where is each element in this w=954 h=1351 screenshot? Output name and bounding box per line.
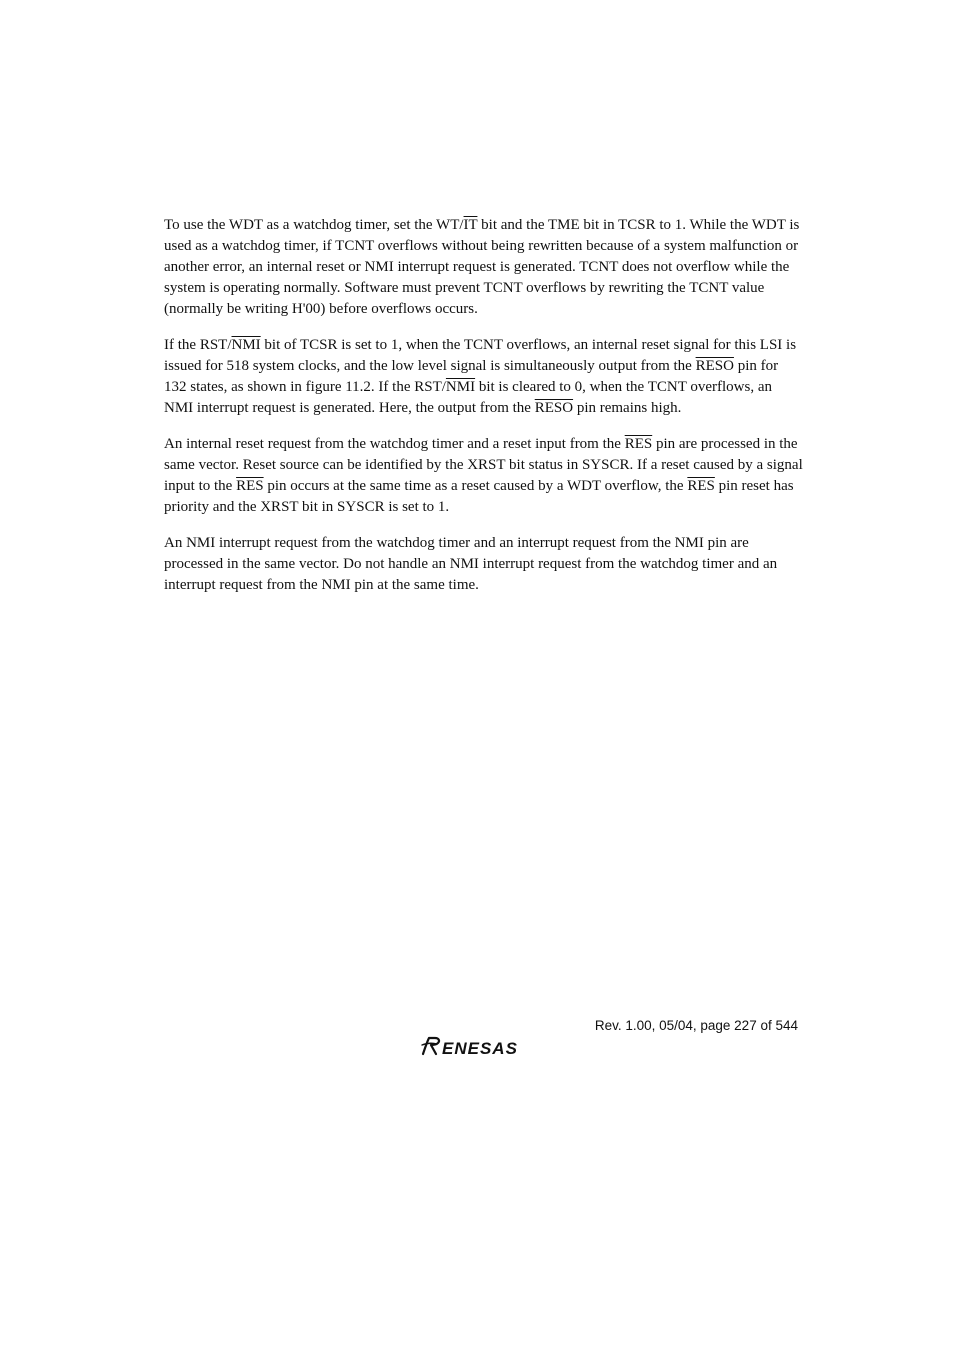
overlined-signal: $\overline{NMI}$ [445,379,476,395]
overlined-signal: $\overline{RES}$ [236,478,264,494]
text-segment: If the RST/ [164,337,232,353]
paragraph [164,533,804,596]
text-segment: bit of TCSR is set to 1, when the TCNT overflows, an internal reset signal for this LSI is issued for 518 system clocks, and the low level signal is simultaneously output from the [164,337,797,374]
text-segment: pin remains high. [573,400,682,416]
text-segment: An internal reset request from the watchdog timer and a reset input from the [164,436,625,452]
paragraph [164,335,804,419]
page-footer-revision: Rev. 1.00, 05/04, page 227 of 544 [594,1018,798,1033]
text-segment: An NMI interrupt request from the watchdog timer and an interrupt request from the NMI pin are processed in the same vector. Do not handle an NMI interrupt request from the watchdog timer and an interrupt request from the NMI pin at the same time. [164,535,778,593]
paragraph [164,434,804,518]
text-segment: pin for 132 states, as shown in figure 11.2. If the RST/ [164,358,779,395]
text-segment: pin are processed in the same vector. Reset source can be identified by the XRST bit status in SYSCR. If a reset caused by a signal input to the [164,436,803,494]
text-segment: bit and the TME bit in TCSR to 1. While the WDT is used as a watchdog timer, if TCNT overflows without being rewritten because of a system malfunction or another error, an internal reset or NMI interrupt request is generated. TCNT does not overflow while the system is operating normally. Software must prevent TCNT overflows by rewriting the TCNT value (normally be writing H'00) before overflows occurs. [164,217,800,317]
overlined-signal: RESO [534,400,574,416]
overlined-signal: RESO [695,358,734,374]
overlined-signal: $\overline{RES}$ [687,478,715,494]
overlined-signal: $\overline{RES}$ [624,436,653,452]
body-text [164,215,804,611]
text-segment: bit is cleared to 0, when the TCNT overflows, an NMI interrupt request is generated. Here, the output from the [164,379,772,416]
overlined-signal: $\overline{IT}$ [463,217,478,233]
text-segment: To use the WDT as a watchdog timer, set the WT/ [164,217,464,233]
paragraph [164,215,804,320]
overlined-signal: $\overline{NMI}$ [231,337,261,353]
renesas-logo [421,1034,543,1058]
svg-text:ENESAS: ENESAS [442,1039,518,1058]
text-segment: pin occurs at the same time as a reset caused by a WDT overflow, the [263,478,688,494]
text-segment: pin reset has priority and the XRST bit in SYSCR is set to 1. [164,478,794,515]
